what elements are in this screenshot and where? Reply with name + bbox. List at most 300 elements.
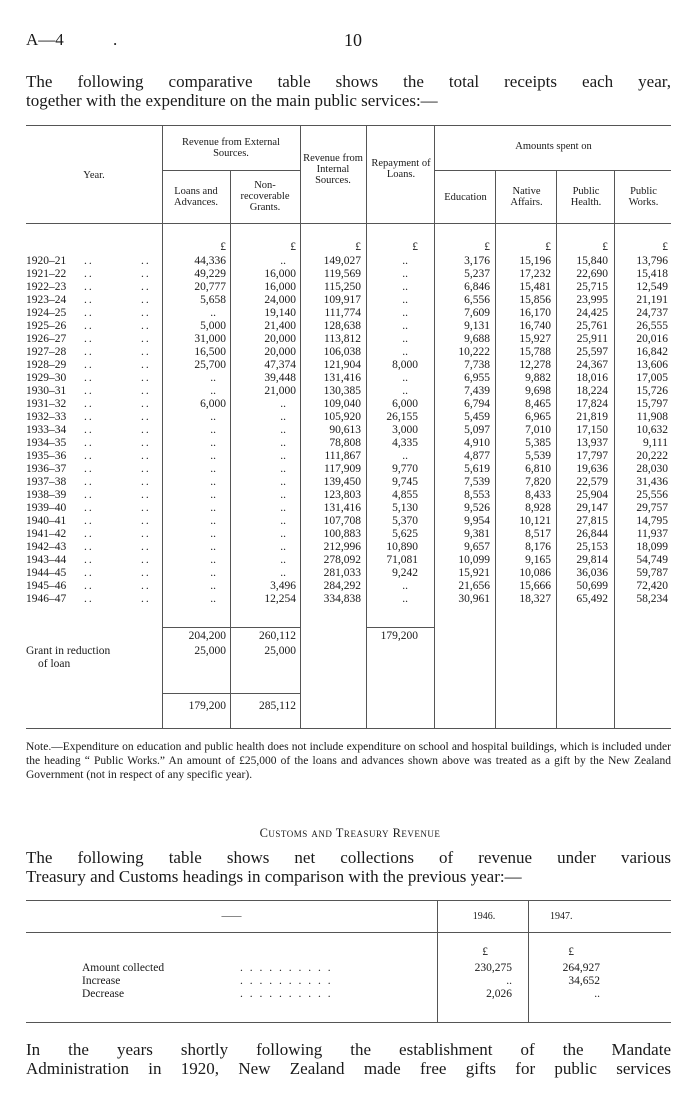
table-cell: 4,855 [392,489,418,501]
table-cell: .. [210,541,216,553]
leader-dots: .. [141,554,151,566]
leader-dots: .. [84,411,94,423]
year-label: 1944–45 [26,567,67,579]
table-row-year [26,372,151,385]
table-cell: 6,955 [464,372,490,384]
table-cell: .. [210,580,216,592]
table-cell: 7,820 [525,476,551,488]
table-cell: 18,099 [636,541,668,553]
table-cell: .. [280,255,286,267]
table-row-year [26,281,151,294]
year-label: 1939–40 [26,502,67,514]
table-cell: 12,549 [636,281,668,293]
currency-symbol: £ [355,241,361,253]
table-cell: .. [210,411,216,423]
table-row-year [26,489,151,502]
table-cell: 16,000 [264,268,296,280]
group-rule [434,170,671,171]
table-cell: .. [210,528,216,540]
currency-symbol: £ [412,241,418,253]
leader-dots: .. [84,294,94,306]
table-cell: 9,954 [464,515,490,527]
table-cell: 17,005 [636,372,668,384]
header-public-works: Public Works. [628,186,659,208]
leader-dots: .. [141,593,151,605]
table-cell: .. [210,593,216,605]
table-cell: 15,797 [636,398,668,410]
table-cell: 6,000 [200,398,226,410]
table-cell: 15,921 [458,567,490,579]
leader-dots: .. [84,450,94,462]
table-cell: 5,000 [200,320,226,332]
table-bottom-rule [26,728,671,729]
table-cell: 111,867 [324,450,361,462]
table-cell: .. [210,515,216,527]
table-cell: 26,555 [636,320,668,332]
header-repayment: Repayment of Loans. [371,158,431,180]
table-cell: 7,609 [464,307,490,319]
leader-dots: .. [141,346,151,358]
table-cell: 5,658 [200,294,226,306]
table-cell: 17,824 [576,398,608,410]
table-cell: 25,761 [576,320,608,332]
table-cell: .. [280,411,286,423]
table-cell: 15,840 [576,255,608,267]
table-cell: 9,131 [464,320,490,332]
table-cell: 39,448 [264,372,296,384]
table-cell: 8,433 [525,489,551,501]
table-cell: .. [210,502,216,514]
table-cell: 7,539 [464,476,490,488]
leader-dots: .. [84,463,94,475]
net-loans: 179,200 [188,700,226,712]
table-cell: 71,081 [386,554,418,566]
table-cell: 14,795 [636,515,668,527]
table-cell: 5,625 [392,528,418,540]
currency-symbol: £ [482,946,488,958]
table-cell: 119,569 [324,268,361,280]
table-cell: 109,917 [323,294,361,306]
table2-top-rule [26,900,671,901]
table-cell: 10,086 [519,567,551,579]
leader-dots: .. [141,476,151,488]
table-cell: 8,000 [392,359,418,371]
table-cell: 334,838 [323,593,361,605]
page-header [26,30,674,52]
table-cell: 4,877 [464,450,490,462]
table-cell: .. [280,437,286,449]
table-cell: 5,539 [525,450,551,462]
table-cell: 10,222 [458,346,490,358]
table-cell: 16,170 [519,307,551,319]
table-cell: 13,796 [636,255,668,267]
table-cell: .. [402,385,408,397]
leader-dots: .. [141,580,151,592]
leader-dots: .. [84,333,94,345]
header-year: Year. [83,170,105,181]
table-cell: 5,385 [525,437,551,449]
table-row-year [26,385,151,398]
year-label: 1940–41 [26,515,67,527]
table-row-year [26,528,151,541]
table-cell: 20,222 [636,450,668,462]
table-cell: 130,385 [323,385,361,397]
leader-dots: .. [84,528,94,540]
table2-header-1947: 1947. [550,911,573,922]
paragraph-3-line-1: In the years shortly following the establishment of the Mandate [26,1040,671,1059]
leader-dots: .. [84,255,94,267]
table-cell: 8,176 [525,541,551,553]
table-cell: 20,000 [264,333,296,345]
total-loans: 204,200 [188,630,226,642]
grant-label-line-1: Grant in reduction [26,645,111,657]
table-cell: 6,556 [464,294,490,306]
leader-dots: .. [84,489,94,501]
table-cell: 284,292 [323,580,361,592]
table-row-year [26,567,151,580]
table-cell: 3,176 [464,255,490,267]
table-cell: 44,336 [194,255,226,267]
intro-line-2: together with the expenditure on the main public services:— [26,91,438,110]
leader-dots: .. [84,307,94,319]
table-cell: .. [402,346,408,358]
table-cell: 5,370 [392,515,418,527]
column-divider [437,900,438,1022]
year-label: 1926–27 [26,333,67,345]
table-cell: 65,492 [576,593,608,605]
table-cell: 16,740 [519,320,551,332]
table-cell: 105,920 [323,411,361,423]
table-cell: .. [210,463,216,475]
year-label: 1938–39 [26,489,67,501]
table-cell: 5,097 [464,424,490,436]
table2-value-1946: .. [506,975,512,987]
year-label: 1929–30 [26,372,67,384]
leader-dots: .. [141,411,151,423]
group-rule [162,170,300,171]
table-cell: .. [402,294,408,306]
table-cell: 16,842 [636,346,668,358]
table2-value-1947: 264,927 [562,962,600,974]
grant-label-line-2: of loan [38,658,71,670]
table-row-year [26,320,151,333]
table-row-year [26,294,151,307]
table-cell: 29,814 [576,554,608,566]
table-cell: 26,155 [386,411,418,423]
table-cell: 24,425 [576,307,608,319]
table-cell: 8,928 [525,502,551,514]
table-cell: .. [210,372,216,384]
table-cell: .. [280,463,286,475]
table-row-year [26,554,151,567]
table-cell: 6,000 [392,398,418,410]
table-cell: 9,745 [392,476,418,488]
table-cell: 72,420 [636,580,668,592]
table-row-year [26,268,151,281]
table-cell: 8,553 [464,489,490,501]
table-cell: 30,961 [458,593,490,605]
table-cell: 139,450 [323,476,361,488]
table2-row-label: Amount collected [82,962,165,974]
table-cell: 9,688 [464,333,490,345]
table-cell: 109,040 [323,398,361,410]
table-cell: 20,016 [636,333,668,345]
year-label: 1930–31 [26,385,67,397]
leader-dots: .. [84,320,94,332]
table-cell: 10,890 [386,541,418,553]
currency-symbol: £ [568,946,574,958]
year-label: 1945–46 [26,580,67,592]
currency-symbol: £ [602,241,608,253]
table-cell: 29,147 [576,502,608,514]
table-cell: 49,229 [194,268,226,280]
table-cell: 12,254 [264,593,296,605]
table-cell: 27,815 [576,515,608,527]
table-cell: 121,904 [323,359,361,371]
table-cell: 18,327 [519,593,551,605]
table-cell: 9,526 [464,502,490,514]
year-label: 1920–21 [26,255,67,267]
table-cell: .. [402,372,408,384]
header-loans: Loans and Advances. [173,186,219,208]
table-note: Note.—Expenditure on education and public health does not include expenditure on school and hospital buildings, which is included under the heading “ Public Works.” An amount of £25,000 of the loans and advances shown above was treated as a gift by the New Zealand Government (not in respect of any specific year). [26,741,671,781]
paragraph-2-line-2: Treasury and Customs headings in comparison with the previous year:— [26,867,522,886]
leader-dots: .. [141,437,151,449]
table-cell: 17,797 [576,450,608,462]
table-cell: 26,844 [576,528,608,540]
leader-dots: .. [141,567,151,579]
leader-dots: .. [141,333,151,345]
table-cell: 54,749 [636,554,668,566]
intro-line-1: The following comparative table shows the total receipts each year, [26,72,671,91]
table-cell: 78,808 [329,437,361,449]
table-cell: 19,636 [576,463,608,475]
table-cell: 15,418 [636,268,668,280]
table-cell: 28,030 [636,463,668,475]
leader-dots: . . . . . . . . . . [240,975,333,987]
table-cell: 21,819 [576,411,608,423]
table2-value-1946: 230,275 [474,962,512,974]
year-label: 1942–43 [26,541,67,553]
currency-symbol: £ [290,241,296,253]
table-row-year [26,515,151,528]
leader-dots: .. [84,398,94,410]
net-grants: 285,112 [259,700,296,712]
table-cell: 212,996 [323,541,361,553]
table2-header-rule [26,932,671,933]
leader-dots: .. [141,450,151,462]
currency-symbol: £ [484,241,490,253]
table-cell: .. [402,593,408,605]
table-cell: 5,619 [464,463,490,475]
table-cell: 100,883 [323,528,361,540]
table-cell: 13,937 [576,437,608,449]
currency-symbol: £ [545,241,551,253]
table-cell: .. [210,489,216,501]
leader-dots: .. [84,593,94,605]
table-cell: .. [210,385,216,397]
leader-dots: .. [84,281,94,293]
table-cell: 13,606 [636,359,668,371]
table-cell: 9,111 [642,437,668,449]
table-cell: 3,000 [392,424,418,436]
table-cell: 9,770 [392,463,418,475]
table-cell: .. [210,437,216,449]
year-label: 1946–47 [26,593,67,605]
table-cell: 6,794 [464,398,490,410]
year-label: 1923–24 [26,294,67,306]
header-native-affairs: Native Affairs. [510,186,543,208]
subtotal-rule [230,627,300,628]
table-cell: 15,856 [519,294,551,306]
year-label: 1922–23 [26,281,67,293]
leader-dots: .. [141,489,151,501]
table2-value-1946: 2,026 [486,988,512,1000]
table-cell: 9,381 [464,528,490,540]
leader-dots: .. [141,281,151,293]
subtotal-rule [366,627,434,628]
table-cell: 111,774 [324,307,361,319]
leader-dots: .. [84,346,94,358]
table-cell: 107,708 [323,515,361,527]
currency-symbol: £ [220,241,226,253]
table-cell: 15,481 [519,281,551,293]
header-dot: . [113,30,118,49]
table-cell: 22,690 [576,268,608,280]
table-cell: 6,846 [464,281,490,293]
table-cell: .. [280,424,286,436]
table-cell: 6,810 [525,463,551,475]
table-cell: 29,757 [636,502,668,514]
table-row-year [26,359,151,372]
table-cell: 15,666 [519,580,551,592]
table-cell: .. [402,307,408,319]
year-label: 1928–29 [26,359,67,371]
table-cell: .. [280,528,286,540]
table2-value-1947: 34,652 [568,975,600,987]
leader-dots: .. [141,359,151,371]
table-cell: 10,632 [636,424,668,436]
leader-dots: .. [141,294,151,306]
leader-dots: .. [141,255,151,267]
table-cell: 24,000 [264,294,296,306]
table-cell: .. [402,580,408,592]
table-row-year [26,255,151,268]
table-cell: 21,400 [264,320,296,332]
table-cell: .. [402,320,408,332]
table-cell: .. [280,476,286,488]
table-cell: 18,016 [576,372,608,384]
table-cell: .. [402,450,408,462]
header-external-sources: Revenue from External Sources. [182,137,280,159]
table2-row-label: Decrease [82,988,125,1000]
table-cell: .. [210,424,216,436]
leader-dots: .. [84,515,94,527]
year-label: 1941–42 [26,528,67,540]
leader-dots: .. [141,307,151,319]
table-cell: 23,995 [576,294,608,306]
table-cell: 21,656 [458,580,490,592]
table-row-year [26,437,151,450]
table-cell: 106,038 [323,346,361,358]
table-cell: 113,812 [324,333,361,345]
table-cell: 31,000 [194,333,226,345]
leader-dots: .. [141,541,151,553]
table-cell: 90,613 [329,424,361,436]
leader-dots: .. [84,554,94,566]
table-row-year [26,463,151,476]
table-cell: 123,803 [323,489,361,501]
table-cell: 4,910 [464,437,490,449]
table-cell: 24,737 [636,307,668,319]
header-internal: Revenue from Internal Sources. [303,153,363,186]
year-label: 1925–26 [26,320,67,332]
leader-dots: .. [84,359,94,371]
table-cell: 15,927 [519,333,551,345]
table-cell: 8,465 [525,398,551,410]
table2-dash-header: —— [221,911,242,922]
table-cell: 15,196 [519,255,551,267]
table-cell: 25,597 [576,346,608,358]
subtotal-rule [230,693,300,694]
table-row-year [26,424,151,437]
table-cell: 15,788 [519,346,551,358]
leader-dots: .. [84,567,94,579]
table-cell: 9,698 [525,385,551,397]
total-grants: 260,112 [259,630,296,642]
table-cell: 22,579 [576,476,608,488]
table-cell: .. [280,515,286,527]
table-cell: .. [280,398,286,410]
header-bottom-rule [26,223,671,224]
table-cell: 16,000 [264,281,296,293]
table-cell: 21,191 [636,294,668,306]
table-row-year [26,541,151,554]
table-row-year [26,307,151,320]
table-cell: 16,500 [194,346,226,358]
table-cell: 17,232 [519,268,551,280]
table-cell: .. [280,541,286,553]
year-label: 1921–22 [26,268,67,280]
table-cell: 19,140 [264,307,296,319]
table-row-year [26,450,151,463]
leader-dots: .. [84,424,94,436]
leader-dots: .. [84,385,94,397]
table-cell: 15,726 [636,385,668,397]
table-cell: 5,130 [392,502,418,514]
grant-grants: 25,000 [264,645,296,657]
table-cell: 25,153 [576,541,608,553]
table-cell: 18,224 [576,385,608,397]
leader-dots: .. [141,398,151,410]
header-grants: Non-recoverable Grants. [240,180,290,213]
table-cell: 131,416 [323,372,361,384]
table-row-year [26,398,151,411]
table-cell: .. [402,255,408,267]
table-cell: .. [402,333,408,345]
table-cell: 10,121 [519,515,551,527]
leader-dots: .. [141,424,151,436]
table-top-rule [26,125,671,126]
table-cell: .. [210,307,216,319]
table-cell: 7,738 [464,359,490,371]
table-cell: 50,699 [576,580,608,592]
table-cell: 20,000 [264,346,296,358]
table-cell: .. [210,450,216,462]
table-cell: 31,436 [636,476,668,488]
table-cell: 11,908 [636,411,668,423]
table-cell: 115,250 [324,281,361,293]
